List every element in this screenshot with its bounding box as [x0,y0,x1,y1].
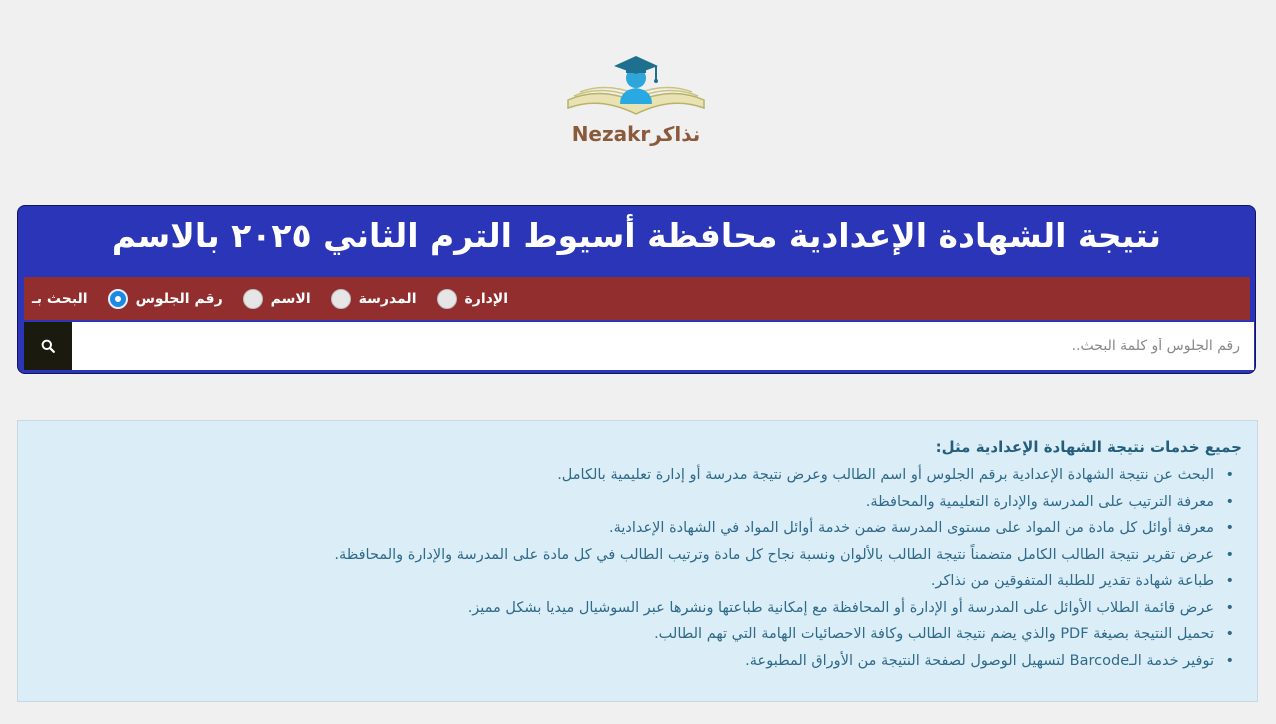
name-label: الاسم [270,290,311,307]
search-input[interactable] [72,322,1254,370]
school-radio[interactable] [331,289,351,309]
services-info-box [17,420,1258,702]
search-button[interactable] [24,322,72,370]
list-item: • عرض تقرير نتيجة الطالب الكامل متضمناً نتيجة الطالب بالألوان ونسبة نجاح كل مادة وترتيب الطالب في كل مادة على المدرسة والإدارة والمحافظة. [18,542,1214,569]
list-item: • معرفة الترتيب على المدرسة والإدارة التعليمية والمحافظة. [18,489,1214,516]
name-radio[interactable] [243,289,263,309]
search-panel [17,205,1256,374]
list-item: • توفير خدمة الـBarcode لتسهيل الوصول لصفحة النتيجة من الأوراق المطبوعة. [18,648,1214,675]
search-row [24,322,1254,370]
page-title: نتيجة الشهادة الإعدادية محافظة أسيوط الترم الثاني ٢٠٢٥ بالاسم [111,216,1162,255]
administration-label: الإدارة [464,290,509,307]
services-list [18,462,1242,674]
option-administration[interactable] [437,289,509,309]
search-by-label: البحث بـ [32,290,88,307]
option-school[interactable] [331,289,417,309]
list-item: • عرض قائمة الطلاب الأوائل على المدرسة أو الإدارة أو المحافظة مع إمكانية طباعتها ونشرها عبر السوشيال ميديا بشكل مميز. [18,595,1214,622]
list-item: • تحميل النتيجة بصيغة PDF والذي يضم نتيجة الطالب وكافة الاحصائيات الهامة التي تهم الطالب. [18,621,1214,648]
graduate-book-logo [560,52,712,124]
search-options-bar [24,277,1250,320]
list-item: • طباعة شهادة تقدير للطلبة المتفوقين من نذاكر. [18,568,1214,595]
services-title: جميع خدمات نتيجة الشهادة الإعدادية مثل: [935,438,1242,456]
option-name[interactable] [243,289,311,309]
search-icon [41,339,55,353]
logo-text: Nezakrنذاكر [571,122,701,146]
administration-radio[interactable] [437,289,457,309]
seat-number-label: رقم الجلوس [135,290,223,307]
site-logo[interactable] [560,52,712,156]
list-item: • معرفة أوائل كل مادة من المواد على مستوى المدرسة ضمن خدمة أوائل المواد في الشهادة الإعدادية. [18,515,1214,542]
seat-number-radio[interactable] [108,289,128,309]
school-label: المدرسة [358,290,417,307]
list-item: • البحث عن نتيجة الشهادة الإعدادية برقم الجلوس أو اسم الطالب وعرض نتيجة مدرسة أو إدارة تعليمية بالكامل. [18,462,1214,489]
option-seat-number[interactable] [108,289,223,309]
